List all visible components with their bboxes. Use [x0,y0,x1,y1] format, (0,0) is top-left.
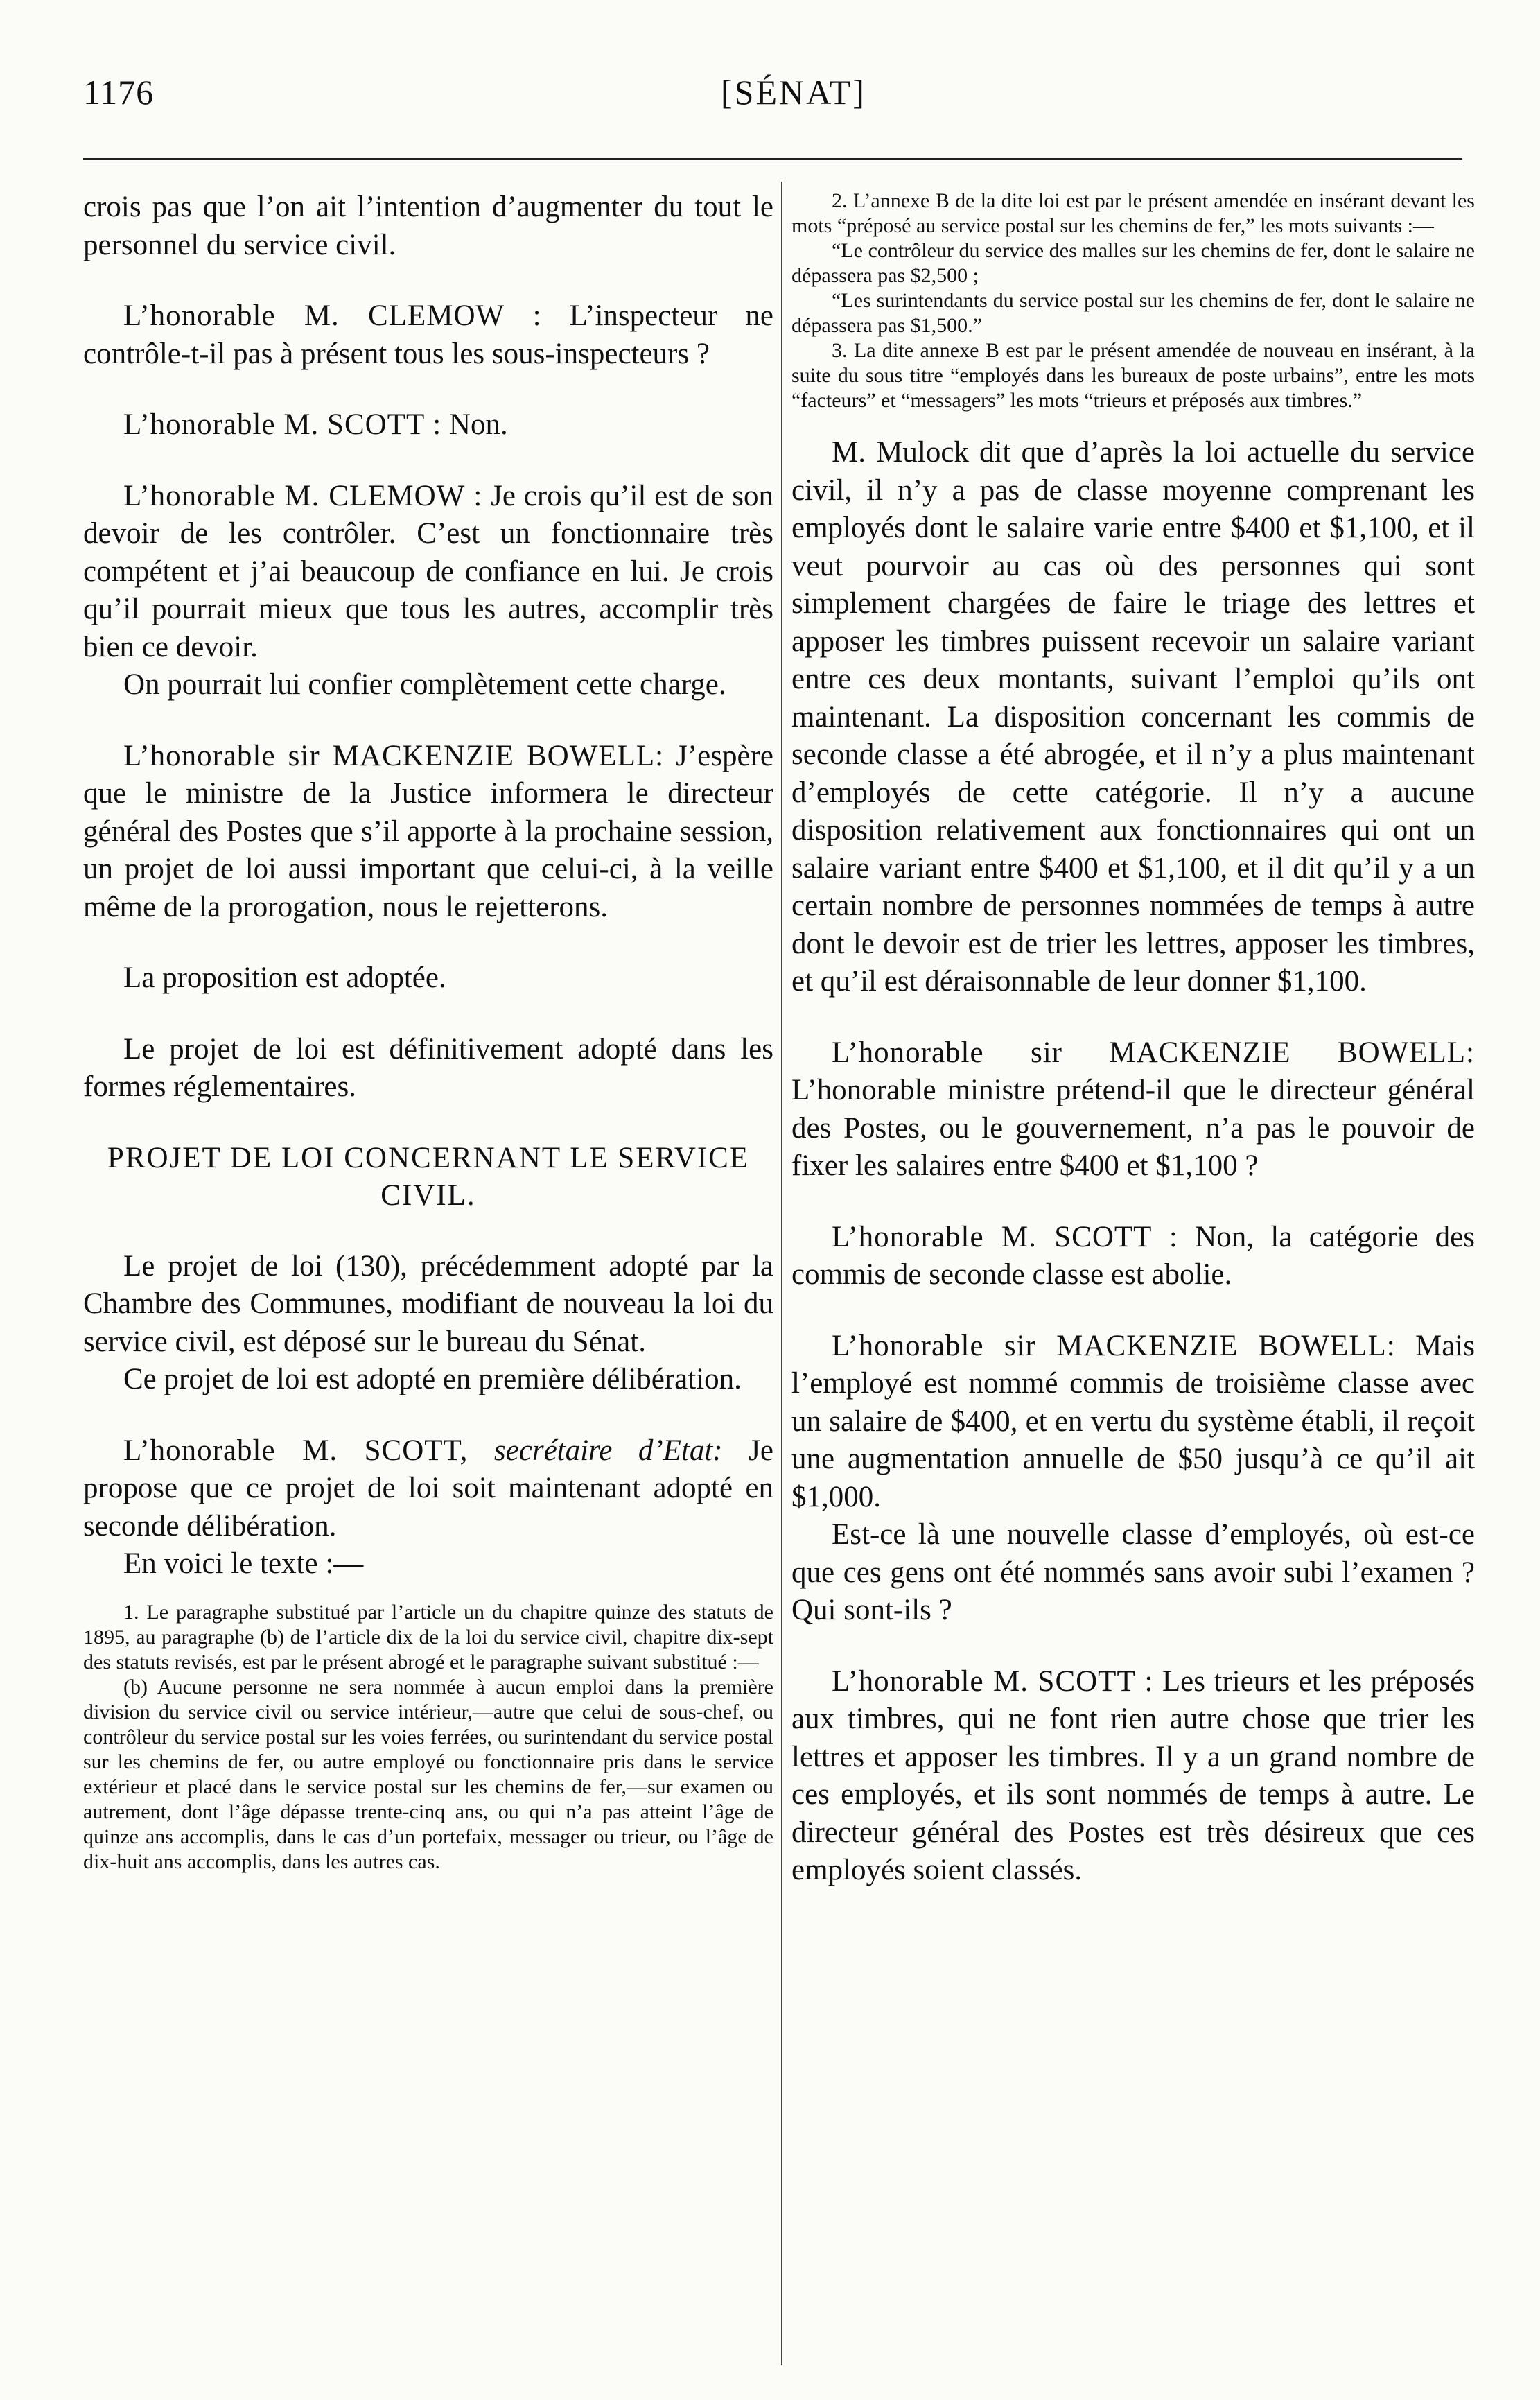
speech-paragraph [83,1432,773,1546]
bill-clause: (b) Aucune personne ne sera nommée à aucun emploi dans la première division du service civil ou service intérieur,—autre que celui de sous-chef, ou contrôleur du service postal sur les voies ferrées, ou surintendant du service postal sur les chemins de fer, ou autre employé ou fonctionnaire pris dans le service extérieur et placé dans le service postal sur les chemins de fer,—sur examen ou autrement, dont l’âge dépasse trente-cinq ans, ou qui n’a pas atteint l’âge de quinze ans accomplis, dans le cas d’un portefaix, messager ou trieur, ou l’âge de dix-huit ans accomplis, dans les autres cas. [83,1675,773,1873]
bill-clause: “Les surintendants du service postal sur les chemins de fer, dont le salaire ne dépassera pas $1,500.” [791,289,1475,337]
right-column [791,189,1475,1890]
header-rule [83,158,1462,160]
paragraph: Ce projet de loi est adopté en première délibération. [123,1363,742,1395]
speaker-title: secrétaire d’Etat: [468,1434,723,1467]
paragraph: crois pas que l’on ait l’intention d’augmenter du tout le personnel du service civil. [83,191,773,261]
bill-clause: 2. L’annexe B de la dite loi est par le présent amendée en insérant devant les mots “préposé au service postal sur les chemins de fer,” les mots suivants :— [791,189,1475,237]
speech-text: J’espère que le ministre de la Justice informera le directeur général des Postes que s’il apporte à la prochaine session, un projet de loi aussi important que celui-ci, à la veille même de la prorogation, nous le rejetterons. [83,739,773,923]
bill-text [83,1600,773,1875]
speaker: L’honorable M. SCOTT : [832,1664,1154,1698]
speaker: L’honorable M. CLEMOW : [123,299,542,332]
speaker: L’honorable sir MACKENZIE BOWELL: [832,1329,1396,1362]
speaker: L’honorable M. SCOTT, [123,1434,469,1467]
paragraph: On pourrait lui confier complètement cette charge. [123,668,726,701]
bill-clause: 3. La dite annexe B est par le présent amendée de nouveau en insérant, à la suite du sous titre “employés dans les bureaux de poste urbains”, entre les mots “facteurs” et “messagers” les mots “trieurs et préposés aux timbres.” [791,339,1475,412]
speech-paragraph [83,478,773,667]
speech-text: Les trieurs et les préposés aux timbres, qui ne font rien autre chose que trier les lettres et apposer les timbres. Il y a un grand nombre de ces employés, et ils sont nommés de temps à autre. Le directeur général des Postes est très désireux que ces employés soient classés. [791,1664,1475,1886]
left-column [83,189,773,1875]
speech-paragraph [83,297,773,373]
speech-text: Mais l’employé est nommé commis de troisième classe avec un salaire de $400, et en vertu du système établi, il reçoit une augmentation annuelle de $50 jusqu’à ce qu’il ait $1,000. [791,1329,1475,1513]
speaker: L’honorable sir MACKENZIE BOWELL: [123,739,665,772]
page-header [83,72,1462,128]
speech-paragraph [83,406,773,444]
speech-paragraph [791,1034,1475,1185]
speech-paragraph [791,1328,1475,1517]
page-number: 1176 [83,73,155,112]
speech-paragraph [791,1219,1475,1294]
column-divider [781,182,782,2365]
bill-text [791,189,1475,413]
paragraph: Le projet de loi (130), précédemment adopté par la Chambre des Communes, modifiant de nouveau la loi du service civil, est déposé sur le bureau du Sénat. [83,1249,773,1358]
speech-text: Non. [441,408,508,441]
speaker: L’honorable M. SCOTT : [123,408,442,441]
running-head: [SÉNAT] [721,73,866,112]
paragraph: En voici le texte :— [123,1547,364,1580]
paragraph: M. Mulock dit que d’après la loi actuelle du service civil, il n’y a pas de classe moyenne comprenant les employés dont le salaire varie entre $400 et $1,100, et il veut pourvoir au cas où des personnes qui sont simplement chargées de faire le triage des lettres et apposer les timbres puissent recevoir un salaire variant entre ces deux montants, suivant l’emploi qu’ils ont maintenant. La disposition concernant les commis de seconde classe a été abrogée, et il n’y a plus maintenant d’employés de cette catégorie. Il n’y a aucune disposition relativement aux fonctionnaires qui ont un salaire variant entre $400 et $1,100, et il dit qu’il y a un certain nombre de personnes nommées de temps à autre dont le devoir est de trier les lettres, apposer les timbres, et qu’il est déraisonnable de leur donner $1,100. [791,436,1475,998]
speaker: L’honorable M. SCOTT : [832,1220,1178,1253]
speaker: L’honorable M. CLEMOW : [123,479,483,512]
speech-paragraph [791,1663,1475,1890]
speech-text: L’inspecteur ne contrôle-t-il pas à présent tous les sous-inspecteurs ? [83,299,773,370]
bill-clause: “Le contrôleur du service des malles sur les chemins de fer, dont le salaire ne dépassera pas $2,500 ; [791,239,1475,287]
paragraph: Est-ce là une nouvelle classe d’employés, où est-ce que ces gens ont été nommés sans avoir subi l’examen ? Qui sont-ils ? [791,1518,1475,1626]
speech-text: Non, la catégorie des commis de seconde classe est abolie. [791,1220,1475,1291]
paragraph: La proposition est adoptée. [123,962,446,994]
paragraph: Le projet de loi est définitivement adopté dans les formes réglementaires. [83,1032,773,1103]
speaker: L’honorable sir MACKENZIE BOWELL: [832,1036,1475,1069]
speech-text: L’honorable ministre prétend-il que le directeur général des Postes, ou le gouvernement, n’a pas le pouvoir de fixer les salaires entre $400 et $1,100 ? [791,1074,1475,1182]
speech-paragraph [83,738,773,927]
speech-text: Je crois qu’il est de son devoir de les contrôler. C’est un fonctionnaire très compétent et j’ai beaucoup de confiance en lui. Je crois qu’il pourrait mieux que tous les autres, accomplir très bien ce devoir. [83,479,773,663]
speech-text: Je propose que ce projet de loi soit maintenant adopté en seconde délibération. [83,1434,773,1542]
section-heading: PROJET DE LOI CONCERNANT LE SERVICE CIVIL. [107,1141,750,1212]
bill-clause: 1. Le paragraphe substitué par l’article un du chapitre quinze des statuts de 1895, au paragraphe (b) de l’article dix de la loi du service civil, chapitre dix-sept des statuts revisés, est par le présent abrogé et le paragraphe suivant substitué :— [83,1600,773,1673]
